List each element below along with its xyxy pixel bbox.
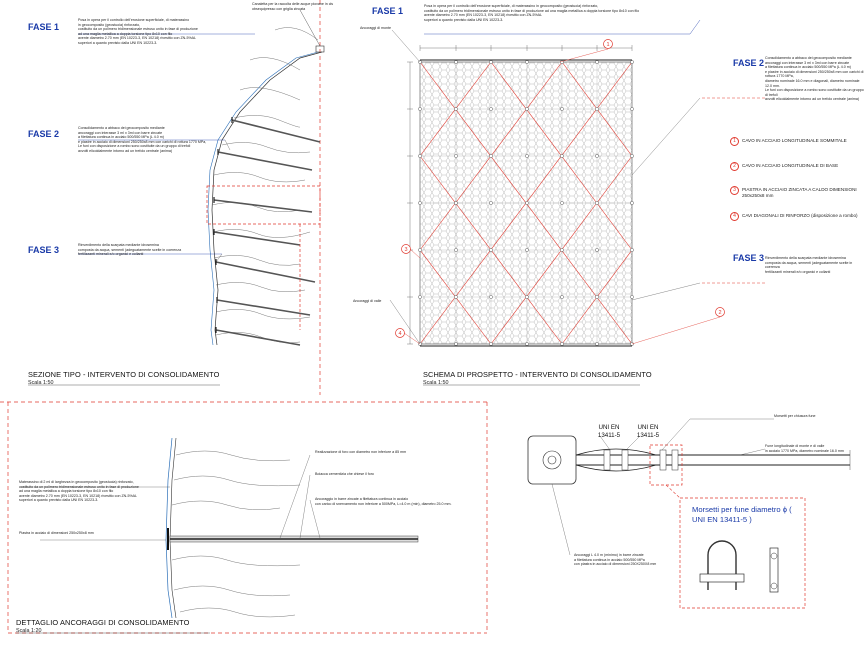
leader-ancoraggio-right xyxy=(552,484,570,555)
detail-rock-stratum xyxy=(174,586,290,596)
ubolt-front xyxy=(708,541,736,590)
anchor-node xyxy=(489,295,492,298)
schema-phase-3-description: Rinverdimento della scarpata mediante idrosemina composta da acqua, sementi (adeguatamente scelte in coerenza fertilizzanti minerali e/o organici e collanti xyxy=(765,256,853,274)
clamp-body xyxy=(672,450,678,470)
anchor-node xyxy=(525,60,528,63)
anchor-node xyxy=(454,342,457,345)
phase-2-description: Consolidamento a abbaco dei geocomposito mediante ancoraggi con interasse 3 ml x 3ml con barre zincate a filettatura continua in acciaio 500/550 MPa (L 4.0 m) e piastre in acciaio di dimensioni 250/250x8 mm con carichi di rottura 1770 MPa, Le funi con disposizione a rombo sono costituite da un gruppo di trefoli avvolti elicoidalmente intorno ad un trefolo centrale (anima) xyxy=(78,126,207,153)
detail-materassino-note: Materassino di 2 ml di larghezza in geocomposito (geostuoia) rinforzato, costituito da un polimero tridimensionale estruso unito in fase di produzione ad una maglia metallica a doppia torsione tipo 8x10 con filo avente diametro 2.70 mm (EN 10223-3, EN 10218) rivestito con ZN-5%AL superiori a quanto previsto dalla UNI EN 10223-3. xyxy=(19,480,139,503)
anchor-node xyxy=(560,248,563,251)
anchor-node xyxy=(595,60,598,63)
anchor-node xyxy=(525,107,528,110)
anchor-node xyxy=(454,201,457,204)
schema-phase-2-description: Consolidamento a abbaco dei geocomposito mediante ancoraggi con interasse 3 ml x 3ml con barre zincate a filettatura continua in acciaio 500/550 MPa (L 4.0 m) e piastre in acciaio di dimensioni 250/250x8 mm con carichi di rottura 1770 MPa, diametro nominale 16.0 mm e diagonali, diametro nominale 12.0 mm. Le funi con disposizione a rombo sono costituite da un gruppo di trefoli avvolti elicoidalmente intorno ad un trefolo centrale (anima) xyxy=(765,56,864,102)
sezione-scale: Scala 1:50 xyxy=(28,380,54,386)
dettaglio-title: DETTAGLIO ANCORAGGI DI CONSOLIDAMENTO xyxy=(16,618,190,627)
anchor-node xyxy=(525,248,528,251)
morsetti-title: Morsetti per fune diametro ϕ ( UNI EN 13411-5 ) xyxy=(692,505,792,524)
anchor-node xyxy=(560,107,563,110)
anchor-node xyxy=(630,201,633,204)
detail-piastra-note: Piastra in acciaio di dimensioni 250x250x8 mm xyxy=(19,531,94,535)
leader-ancoraggi-valle xyxy=(390,300,420,344)
ancoraggi-monte-label: Ancoraggi di monte xyxy=(360,26,391,30)
phase-3-label: FASE 3 xyxy=(28,245,60,255)
anchor-bar xyxy=(214,200,312,212)
anchor-node xyxy=(454,60,457,63)
anchor-node xyxy=(525,201,528,204)
detail-rock-stratum xyxy=(172,501,280,510)
legend-number-3: 3 xyxy=(730,186,739,195)
detail-slope-face xyxy=(170,438,176,618)
anchor-node xyxy=(595,248,598,251)
leader-ancoraggi-monte xyxy=(392,30,420,62)
schema-phase-2-label: FASE 2 xyxy=(733,58,765,68)
anchor-plate-nut xyxy=(548,456,556,464)
rock-stratum xyxy=(214,172,305,181)
anchor-node xyxy=(418,154,421,157)
anchor-node xyxy=(630,107,633,110)
clamp-body xyxy=(660,450,666,470)
clamp-callout-leader xyxy=(666,485,680,498)
anchor-node xyxy=(418,201,421,204)
anchor-node xyxy=(595,342,598,345)
schema-phase-1-label: FASE 1 xyxy=(372,6,404,16)
detail-foro-note: Realizzazione di foro con diametro non inferiore a 85 mm xyxy=(315,450,407,454)
anchor-node xyxy=(560,60,563,63)
schema-phase-2-leader-end xyxy=(632,98,700,175)
phase-2-label: FASE 2 xyxy=(28,129,60,139)
anchor-node xyxy=(525,295,528,298)
anchor-node xyxy=(595,201,598,204)
standard-label-b: UNI EN 13411-5 xyxy=(636,424,660,439)
anchor-bar xyxy=(217,300,310,315)
phase-3-description: Rinverdimento della scarpata mediante idrosemina composta da acqua, sementi (adeguatamente scelte in coerenza fertilizzanti minerali e/o organici e collanti xyxy=(78,243,182,257)
schema-title: SCHEMA DI PROSPETTO - INTERVENTO DI CONSOLIDAMENTO xyxy=(423,370,652,379)
legend-text-3: PIASTRA IN ACCIAIO ZINCATA A CALDO DIMENSIONI 250x250x8 mm xyxy=(742,187,857,198)
anchor-node xyxy=(630,60,633,63)
rock-stratum xyxy=(216,282,305,291)
anchor-bar xyxy=(218,152,312,170)
anchor-node xyxy=(489,342,492,345)
anchor-node xyxy=(454,154,457,157)
schema-scale: Scala 1:50 xyxy=(423,380,449,386)
rock-stratum xyxy=(216,309,310,318)
anchor-node xyxy=(454,248,457,251)
detail-rock-stratum xyxy=(172,556,300,566)
ubolt-saddle xyxy=(700,574,744,582)
detail-ancoraggio-note: Ancoraggio in barre zincate a filettatura continua in acciaio con carico di snervamento non inferiore a 500MPa, L=4.0 m (min), diametro 25.0 mm. xyxy=(315,497,452,506)
legend-text-4: CAVI DIAGONALI DI RINFORZO (disposizione a rombo) xyxy=(742,213,858,218)
clamp-body xyxy=(604,450,610,470)
callout-number-2: 2 xyxy=(718,309,722,316)
anchor-node xyxy=(595,154,598,157)
legend-text-2: CAVO IN ACCIAIO LONGITUDINALE DI BASE xyxy=(742,163,839,168)
anchor-node xyxy=(630,295,633,298)
anchor-node xyxy=(418,248,421,251)
anchor-node xyxy=(489,154,492,157)
schema-phase-3-leader-end xyxy=(632,283,700,300)
legend-number-1: 1 xyxy=(730,137,739,146)
anchor-node xyxy=(489,201,492,204)
anchor-node xyxy=(525,342,528,345)
rock-stratum xyxy=(212,202,300,211)
anchor-node xyxy=(560,201,563,204)
legend-number-4: 4 xyxy=(730,212,739,221)
detail-rock-stratum xyxy=(180,608,295,617)
anchor-node xyxy=(454,295,457,298)
rock-stratum xyxy=(275,28,318,40)
leader-canaletta xyxy=(300,10,320,46)
callout-2-leader xyxy=(632,317,720,344)
detail-rock-stratum xyxy=(174,476,300,486)
callout-number-4: 4 xyxy=(398,330,402,337)
legend-number-2: 2 xyxy=(730,162,739,171)
morsetti-chiusura-note: Morsetti per chiusura fune xyxy=(774,414,816,418)
detail-boiacca-note: Boiacca cementizia che chiese il foro xyxy=(315,472,374,476)
detail-callout-box xyxy=(207,186,320,224)
detail-rock-stratum xyxy=(176,451,290,461)
schema-phase-1-description: Posa in opera per il controllo dell'erosione superficiale, di materassino in geocomposito (geostuoia) rinforzato, costituito da un polimero tridimensionale estruso unito in fase di produzione ad una maglia metallica a doppia torsione tipo 8x10 con filo avente diametro 2.70 mm (EN 10223-3, EN 10218) rivestito con ZN-5%AL superiori a quanto previsto dalla UNI EN 10223-3. xyxy=(424,4,640,22)
leader-foro xyxy=(280,455,310,538)
anchor-node xyxy=(489,107,492,110)
leader-fune xyxy=(740,449,765,455)
cable-loop-top xyxy=(576,449,656,455)
anchor-node xyxy=(454,107,457,110)
ancoraggio-right-note: Ancoraggi L 4.0 m (minimo) in barre zincate a filettatura continua in acciaio 500/550 MPa con piastra in acciaio di dimensioni 250X250X8 mm xyxy=(574,553,657,567)
anchor-node xyxy=(489,60,492,63)
callout-4-leader xyxy=(404,333,420,344)
callout-number-1: 1 xyxy=(606,41,610,48)
phase-1-label: FASE 1 xyxy=(28,22,60,32)
anchor-node xyxy=(560,342,563,345)
anchor-node xyxy=(630,154,633,157)
dettaglio-scale: Scala 1:20 xyxy=(16,628,42,634)
standard-label-a: UNI EN 13411-5 xyxy=(597,424,621,439)
anchor-node xyxy=(595,107,598,110)
canaletta-note: Canaletta per la raccolta delle acque piovane in cls obsequipresso con griglia zincata xyxy=(252,2,334,11)
phase-1-description: Posa in opera per il controllo dell'erosione superficiale, di materassino in geocomposito (geostuoia) rinforzato, costituito da un polimero tridimensionale estruso unito in fase di produzione ad una maglia metallica a doppia torsione tipo 8x10 con filo avente diametro 2.70 mm (EN 10223-3, EN 10218) rivestito con ZN-5%AL superiori a quanto previsto dalla UNI EN 10223-3. xyxy=(78,18,198,45)
anchor-node xyxy=(418,295,421,298)
anchor-node xyxy=(560,154,563,157)
anchor-bar xyxy=(216,330,300,345)
callout-number-3: 3 xyxy=(404,246,408,253)
anchor-node xyxy=(525,154,528,157)
ancoraggi-valle-label: Ancoraggi di valle xyxy=(353,299,382,303)
anchor-node xyxy=(595,295,598,298)
anchor-node xyxy=(560,295,563,298)
schema-phase-3-label: FASE 3 xyxy=(733,253,765,263)
anchor-node xyxy=(630,248,633,251)
sezione-title: SEZIONE TIPO - INTERVENTO DI CONSOLIDAMENTO xyxy=(28,370,220,379)
anchor-node xyxy=(418,107,421,110)
clamp-body xyxy=(622,450,628,470)
legend-text-1: CAVO IN ACCIAIO LONGITUDINALE SOMMITALE xyxy=(742,138,847,143)
cable-loop-bottom xyxy=(576,465,656,471)
anchor-node xyxy=(489,248,492,251)
leader-boiacca xyxy=(300,475,310,538)
fune-longitudinale-note: Fune longitudinale di monte e di valle in acciaio 1770 MPa, diametro nominale 16.0 mm xyxy=(765,444,844,453)
